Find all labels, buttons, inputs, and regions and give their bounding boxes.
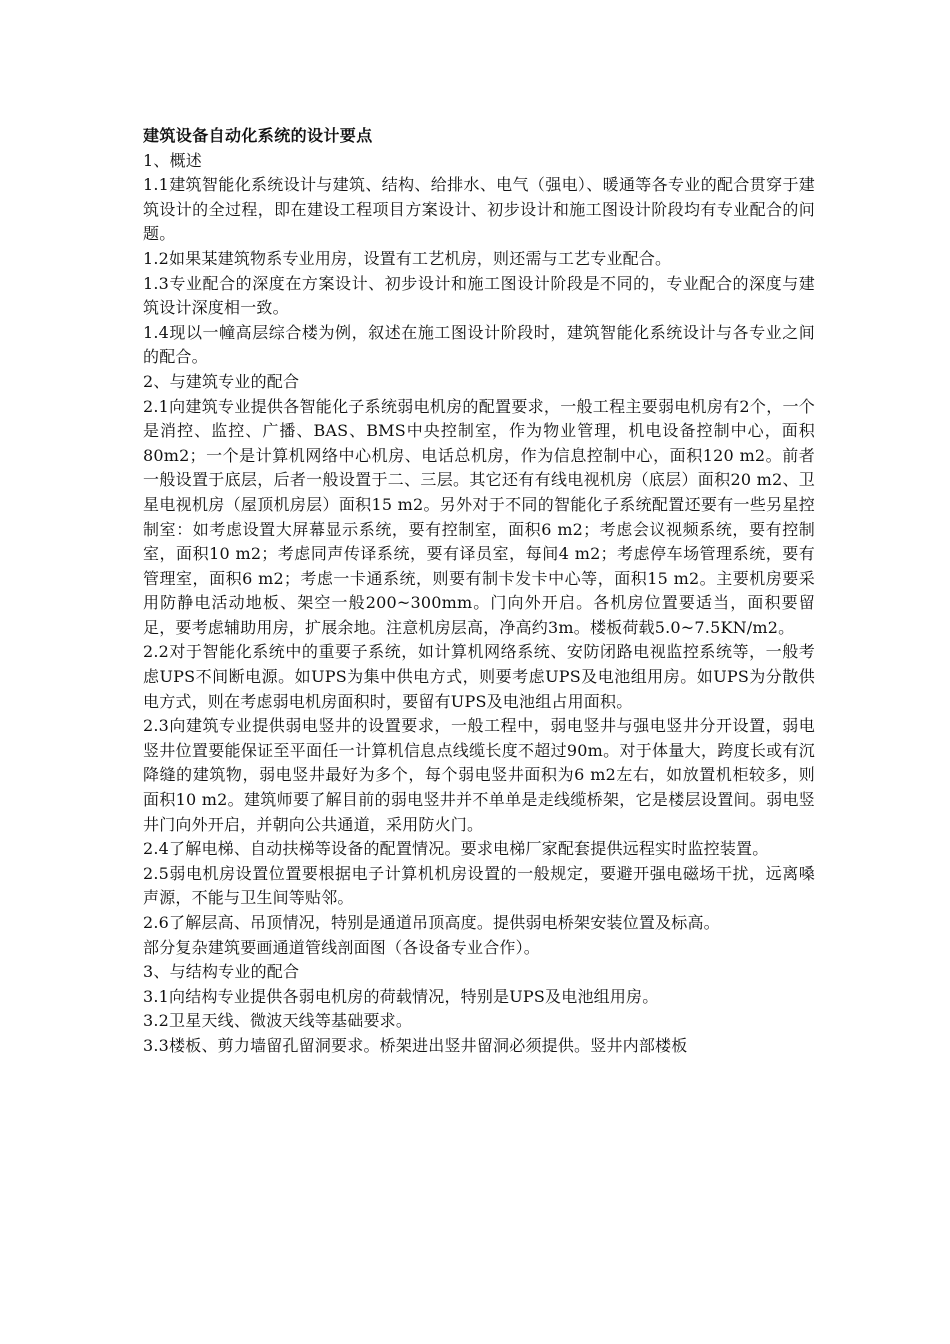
paragraph-1-1: 1.1建筑智能化系统设计与建筑、结构、给排水、电气（强电）、暖通等各专业的配合贯穿于建筑设计的全过程，即在建设工程项目方案设计、初步设计和施工图设计阶段均有专业配合的问题。: [143, 175, 815, 244]
paragraph-2-4: 2.4了解电梯、自动扶梯等设备的配置情况。要求电梯厂家配套提供远程实时监控装置。: [143, 839, 769, 859]
paragraph-1-3: 1.3专业配合的深度在方案设计、初步设计和施工图设计阶段是不同的，专业配合的深度与建筑设计深度相一致。: [143, 273, 815, 318]
paragraph-2-2: 2.2对于智能化系统中的重要子系统，如计算机网络系统、安防闭路电视监控系统等，一般考虑UPS不间断电源。如UPS为集中供电方式，则要考虑UPS及电池组用房。如UPS为分散供电方式，则在考虑弱电机房面积时，要留有UPS及电池组占用面积。: [143, 642, 815, 711]
paragraph-2-5: 2.5弱电机房设置位置要根据电子计算机机房设置的一般规定，要避开强电磁场干扰，远离嗓声源，不能与卫生间等贴邻。: [143, 863, 815, 908]
paragraph-2-6-note: 部分复杂建筑要画通道管线剖面图（各设备专业合作）。: [143, 937, 541, 957]
document-body: [143, 124, 815, 1059]
paragraph-2-1: 2.1向建筑专业提供各智能化子系统弱电机房的配置要求，一般工程主要弱电机房有2个，一个是消控、监控、广播、BAS、BMS中央控制室，作为物业管理，机电设备控制中心，面积80m2；一个是计算机网络中心机房、电话总机房，作为信息控制中心，面积120 m2。前者一般设置于底层，后者一般设置于二、三层。其它还有有线电视机房（底层）面积20 m2、卫星电视机房（屋顶机房层）面积15 m2。另外对于不同的智能化子系统配置还要有一些另星控制室：如考虑设置大屏幕显示系统，要有控制室，面积6 m2；考虑会议视频系统，要有控制室，面积10 m2；考虑同声传译系统，要有译员室，每间4 m2；考虑停车场管理系统，要有管理室，面积6 m2；考虑一卡通系统，则要有制卡发卡中心等，面积15 m2。主要机房要采用防静电活动地板、架空一般200~300mm。门向外开启。各机房位置要适当，面积要留足，要考虑辅助用房，扩展余地。注意机房层高，净高约3m。楼板荷载5.0~7.5KN/m2。: [143, 396, 815, 637]
paragraph-3-2: 3.2卫星天线、微波天线等基础要求。: [143, 1011, 413, 1031]
section-heading-structure: 3、与结构专业的配合: [143, 962, 300, 982]
paragraph-2-6: 2.6了解层高、吊顶情况，特别是通道吊顶高度。提供弱电桥架安装位置及标高。: [143, 913, 720, 932]
paragraph-3-3: 3.3楼板、剪力墙留孔留洞要求。桥架进出竖井留洞必须提供。竖井内部楼板: [143, 1035, 688, 1055]
paragraph-1-4: 1.4现以一幢高层综合楼为例，叙述在施工图设计阶段时，建筑智能化系统设计与各专业之间的配合。: [143, 322, 815, 367]
paragraph-3-1: 3.1向结构专业提供各弱电机房的荷载情况，特别是UPS及电池组用房。: [143, 986, 659, 1006]
section-heading-architecture: 2、与建筑专业的配合: [143, 371, 300, 391]
document-title: 建筑设备自动化系统的设计要点: [143, 126, 373, 145]
section-heading-overview: 1、概述: [143, 150, 202, 170]
paragraph-2-3: 2.3向建筑专业提供弱电竖井的设置要求，一般工程中，弱电竖井与强电竖井分开设置，弱电竖井位置要能保证至平面任一计算机信息点线缆长度不超过90m。对于体量大，跨度长或有沉降缝的建筑物，弱电竖井最好为多个，每个弱电竖井面积为6 m2左右，如放置机柜较多，则面积10 m2。建筑师要了解目前的弱电竖井并不单单是走线缆桥架，它是楼层设置间。弱电竖井门向外开启，并朝向公共通道，采用防火门。: [143, 716, 815, 834]
paragraph-1-2: 1.2如果某建筑物系专业用房，设置有工艺机房，则还需与工艺专业配合。: [143, 248, 672, 268]
